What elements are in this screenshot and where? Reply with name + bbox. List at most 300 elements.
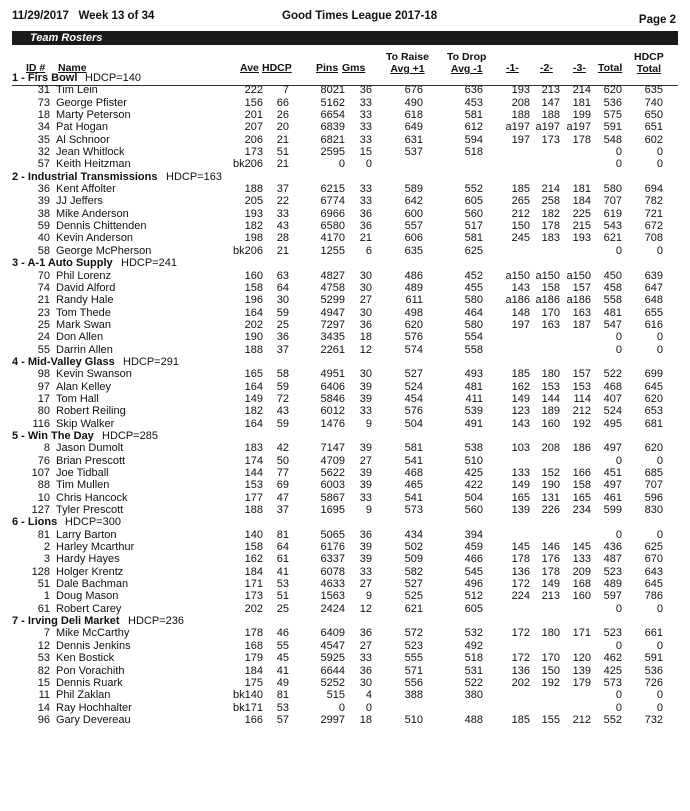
cell-to-raise: 618 [404,109,423,122]
cell-game3: 163 [572,306,591,319]
col-game1: -1- [506,62,519,74]
cell-total: 407 [603,392,622,405]
cell-ave: 207 [244,121,263,134]
cell-hdcp-total: 0 [656,331,663,344]
cell-game2: 160 [541,417,560,430]
cell-game3: 165 [572,491,591,504]
cell-game2: 149 [541,578,560,591]
cell-hdcp: 28 [276,232,289,245]
cell-gms: 39 [359,479,372,492]
cell-to-raise: 600 [404,207,423,220]
cell-game1: 197 [511,318,530,331]
cell-game3: 179 [572,676,591,689]
cell-gms: 36 [359,220,372,233]
cell-game1: 172 [511,578,530,591]
cell-game1: 143 [511,417,530,430]
cell-game3: 171 [572,627,591,640]
cell-game2: 180 [541,627,560,640]
cell-game1: 162 [511,380,530,393]
cell-ave: 196 [244,294,263,307]
cell-to-raise: 465 [404,479,423,492]
cell-game3: 186 [572,442,591,455]
cell-game3: 181 [572,96,591,109]
cell-gms: 39 [359,380,372,393]
cell-game3: 199 [572,109,591,122]
table-row [12,677,678,689]
cell-hdcp-total: 648 [644,294,663,307]
cell-total: 450 [603,269,622,282]
cell-game1: a150 [505,269,530,282]
cell-hdcp: 72 [276,392,289,405]
cell-game1: 185 [511,368,530,381]
cell-ave: 175 [244,676,263,689]
cell-to-raise: 574 [404,343,423,356]
cell-hdcp: 81 [276,528,289,541]
cell-to-raise: 676 [404,84,423,97]
cell-hdcp-total: 616 [644,318,663,331]
cell-to-raise: 606 [404,232,423,245]
cell-game1: 149 [511,392,530,405]
cell-name: George Pfister [56,96,127,109]
cell-total: 462 [603,652,622,665]
cell-pins: 4827 [320,269,345,282]
col-game3: -3- [573,62,586,74]
cell-game2: 192 [541,676,560,689]
cell-game3: 192 [572,417,591,430]
cell-pins: 5162 [320,96,345,109]
cell-game3: 168 [572,578,591,591]
cell-game2: 226 [541,504,560,517]
cell-name: Phil Zaklan [56,689,111,702]
cell-hdcp-total: 782 [644,195,663,208]
cell-name: JJ Jeffers [56,195,103,208]
cell-gms: 9 [365,504,372,517]
cell-total: 0 [615,331,622,344]
cell-to-drop: 518 [464,652,483,665]
cell-id: 18 [37,109,50,122]
cell-ave: 164 [244,380,263,393]
cell-hdcp-total: 732 [644,713,663,726]
cell-game3: 139 [572,664,591,677]
cell-to-drop: 517 [464,220,483,233]
cell-gms: 18 [359,713,372,726]
cell-hdcp: 36 [276,331,289,344]
cell-to-raise: 631 [404,133,423,146]
cell-gms: 6 [365,244,372,257]
cell-ave: 158 [244,541,263,554]
cell-hdcp: 20 [276,121,289,134]
cell-to-drop: 560 [464,504,483,517]
cell-total: 0 [615,528,622,541]
cell-total: 552 [603,713,622,726]
cell-name: Brian Prescott [56,454,126,467]
cell-ave: 166 [244,713,263,726]
table-row [12,665,678,677]
cell-hdcp: 25 [276,602,289,615]
cell-to-drop: 452 [464,269,483,282]
cell-to-drop: 605 [464,602,483,615]
cell-hdcp-total: 721 [644,207,663,220]
cell-game2: 158 [541,281,560,294]
team-hdcp: HDCP=140 [85,72,141,84]
roster-table [12,72,678,726]
cell-gms: 36 [359,528,372,541]
team-name: 3 - A-1 Auto Supply [12,257,113,270]
cell-ave: 165 [244,368,263,381]
cell-to-drop: 504 [464,491,483,504]
cell-game1: 165 [511,491,530,504]
team-hdcp: HDCP=291 [123,355,179,368]
cell-gms: 33 [359,565,372,578]
cell-hdcp-total: 653 [644,405,663,418]
cell-to-raise: 525 [404,590,423,603]
table-row [12,603,678,615]
table-row [12,97,678,109]
table-row [12,331,678,343]
cell-game2: 170 [541,306,560,319]
cell-hdcp: 42 [276,442,289,455]
cell-name: Mark Swan [56,318,112,331]
cell-game3: a150 [566,269,591,282]
cell-to-raise: 489 [404,281,423,294]
cell-pins: 4633 [320,578,345,591]
cell-game2: 155 [541,713,560,726]
cell-hdcp: 25 [276,318,289,331]
section-banner: Team Rosters [12,31,678,45]
cell-to-raise: 541 [404,491,423,504]
cell-hdcp-total: 661 [644,627,663,640]
cell-hdcp-total: 643 [644,565,663,578]
cell-ave: 174 [244,454,263,467]
cell-total: 619 [603,207,622,220]
cell-ave: 188 [244,183,263,196]
table-row [12,319,678,331]
cell-id: 74 [37,281,50,294]
cell-pins: 5065 [320,528,345,541]
cell-gms: 33 [359,109,372,122]
cell-total: 523 [603,627,622,640]
cell-id: 21 [37,294,50,307]
cell-pins: 7147 [320,442,345,455]
cell-gms: 18 [359,331,372,344]
cell-game3: a197 [566,121,591,134]
cell-to-drop: 512 [464,590,483,603]
cell-pins: 6012 [320,405,345,418]
cell-gms: 27 [359,454,372,467]
cell-to-drop: 455 [464,281,483,294]
cell-pins: 4709 [320,454,345,467]
cell-ave: 201 [244,109,263,122]
cell-hdcp: 37 [276,504,289,517]
cell-id: 80 [37,405,50,418]
col-hdcp: HDCP [262,62,292,74]
cell-id: 31 [37,84,50,97]
cell-hdcp-total: 726 [644,676,663,689]
cell-total: 461 [603,491,622,504]
table-row [12,195,678,207]
cell-id: 40 [37,232,50,245]
cell-total: 620 [603,84,622,97]
cell-hdcp: 7 [282,84,289,97]
cell-pins: 6078 [320,565,345,578]
cell-id: 96 [37,713,50,726]
cell-game2: 189 [541,405,560,418]
cell-to-drop: 580 [464,294,483,307]
cell-game2: a197 [535,121,560,134]
col-to-raise-line2: Avg +1 [390,63,425,75]
cell-to-raise: 620 [404,318,423,331]
cell-gms: 12 [359,602,372,615]
cell-game1: 172 [511,652,530,665]
cell-gms: 33 [359,405,372,418]
cell-game2: 131 [541,491,560,504]
cell-to-drop: 380 [464,689,483,702]
table-row [12,418,678,430]
cell-hdcp: 47 [276,491,289,504]
cell-hdcp-total: 602 [644,133,663,146]
cell-ave: 190 [244,331,263,344]
cell-name: Harley Mcarthur [56,541,135,554]
cell-game1: 185 [511,713,530,726]
cell-game2: 146 [541,541,560,554]
cell-name: Dennis Jenkins [56,639,131,652]
cell-pins: 4951 [320,368,345,381]
cell-pins: 1563 [320,590,345,603]
team-name: 4 - Mid-Valley Glass [12,355,115,368]
cell-hdcp: 59 [276,306,289,319]
cell-hdcp-total: 0 [656,244,663,257]
col-to-raise-line1: To Raise [386,51,429,63]
cell-gms: 9 [365,590,372,603]
cell-hdcp: 37 [276,343,289,356]
cell-hdcp-total: 591 [644,652,663,665]
cell-pins: 6654 [320,109,345,122]
cell-to-raise: 573 [404,504,423,517]
cell-name: Tom Hall [56,392,99,405]
table-row [12,627,678,639]
cell-gms: 0 [365,701,372,714]
table-row [12,393,678,405]
cell-ave: 205 [244,195,263,208]
cell-ave: 202 [244,602,263,615]
cell-ave: 188 [244,504,263,517]
cell-total: 468 [603,380,622,393]
cell-id: 39 [37,195,50,208]
cell-game2: 147 [541,96,560,109]
cell-ave: 179 [244,652,263,665]
cell-to-raise: 527 [404,368,423,381]
cell-game2: 213 [541,84,560,97]
cell-name: Alan Kelley [56,380,112,393]
cell-pins: 6406 [320,380,345,393]
cell-hdcp-total: 786 [644,590,663,603]
cell-game3: 153 [572,380,591,393]
cell-hdcp-total: 645 [644,578,663,591]
cell-hdcp-total: 670 [644,553,663,566]
cell-hdcp: 21 [276,244,289,257]
cell-id: 10 [37,491,50,504]
team-name: 6 - Lions [12,516,58,529]
cell-to-drop: 492 [464,639,483,652]
cell-to-drop: 464 [464,306,483,319]
cell-hdcp-total: 647 [644,281,663,294]
col-hdcp-total-line1: HDCP [634,51,664,63]
cell-game2: 152 [541,467,560,479]
cell-hdcp-total: 830 [644,504,663,517]
cell-to-raise: 571 [404,664,423,677]
cell-ave: 173 [244,590,263,603]
cell-gms: 39 [359,553,372,566]
cell-gms: 30 [359,269,372,282]
cell-pins: 6409 [320,627,345,640]
cell-total: 495 [603,417,622,430]
table-row [12,245,678,257]
cell-to-raise: 434 [404,528,423,541]
cell-gms: 33 [359,195,372,208]
cell-ave: 182 [244,405,263,418]
table-row [12,529,678,541]
cell-to-raise: 527 [404,578,423,591]
cell-to-drop: 411 [465,392,483,405]
cell-to-raise: 582 [404,565,423,578]
cell-total: 458 [603,281,622,294]
team-name: 7 - Irving Deli Market [12,615,120,628]
cell-game3: 145 [572,541,591,554]
cell-ave: 164 [244,306,263,319]
cell-to-drop: 491 [464,417,483,430]
team-hdcp: HDCP=163 [166,170,222,183]
cell-total: 0 [615,343,622,356]
cell-game3: 181 [572,183,591,196]
cell-to-drop: 552 [464,183,483,196]
cell-total: 0 [615,701,622,714]
cell-pins: 4547 [320,639,345,652]
cell-to-drop: 453 [464,96,483,109]
cell-game1: 133 [511,467,530,479]
cell-total: 558 [603,294,622,307]
cell-gms: 36 [359,84,372,97]
cell-to-drop: 422 [464,479,483,492]
cell-id: 36 [37,183,50,196]
cell-gms: 39 [359,541,372,554]
cell-name: Doug Mason [56,590,119,603]
cell-gms: 33 [359,491,372,504]
cell-hdcp: 46 [276,627,289,640]
cell-total: 621 [603,232,622,245]
cell-id: 88 [37,479,50,492]
cell-gms: 33 [359,133,372,146]
col-gms: Gms [342,62,366,74]
cell-to-raise: 576 [404,331,423,344]
cell-pins: 6644 [320,664,345,677]
cell-hdcp: 81 [276,689,289,702]
cell-game1: 202 [511,676,530,689]
cell-id: 32 [37,146,50,159]
team-name: 5 - Win The Day [12,429,94,442]
cell-to-raise: 524 [404,380,423,393]
cell-to-raise: 537 [404,146,423,159]
cell-total: 0 [615,244,622,257]
cell-gms: 27 [359,578,372,591]
cell-id: 97 [37,380,50,393]
cell-name: Randy Hale [56,294,114,307]
team-header [12,72,678,84]
cell-pins: 515 [326,689,345,702]
cell-id: 24 [37,331,50,344]
cell-ave: 173 [244,146,263,159]
cell-game3: 212 [572,405,591,418]
cell-ave: 156 [244,96,263,109]
cell-game3: 193 [572,232,591,245]
cell-gms: 36 [359,318,372,331]
table-row [12,541,678,553]
cell-hdcp: 64 [276,541,289,554]
cell-hdcp: 59 [276,417,289,430]
cell-game2: 188 [541,109,560,122]
cell-hdcp: 53 [276,578,289,591]
cell-pins: 6774 [320,195,345,208]
cell-name: Don Allen [56,331,104,344]
cell-hdcp: 55 [276,639,289,652]
cell-to-drop: 493 [464,368,483,381]
table-row [12,566,678,578]
cell-name: Darrin Allen [56,343,113,356]
cell-id: 58 [37,244,50,257]
cell-total: 497 [603,479,622,492]
cell-to-drop: 545 [464,565,483,578]
cell-total: 573 [603,676,622,689]
cell-to-drop: 554 [464,331,483,344]
cell-ave: 178 [244,627,263,640]
table-row [12,553,678,565]
cell-to-drop: 496 [464,578,483,591]
cell-name: Ken Bostick [56,652,115,665]
team-name: 2 - Industrial Transmissions [12,170,158,183]
cell-to-raise: 649 [404,121,423,134]
cell-to-raise: 468 [404,467,423,479]
cell-name: Al Schnoor [56,133,110,146]
cell-game3: 133 [572,553,591,566]
cell-hdcp: 51 [276,146,289,159]
cell-game1: 193 [511,84,530,97]
cell-id: 98 [37,368,50,381]
cell-hdcp: 77 [276,467,289,479]
cell-game1: 148 [511,306,530,319]
cell-pins: 6966 [320,207,345,220]
cell-to-drop: 539 [464,405,483,418]
cell-pins: 4758 [320,281,345,294]
cell-game1: a186 [505,294,530,307]
cell-total: 497 [603,442,622,455]
cell-game2: a186 [535,294,560,307]
cell-to-raise: 502 [404,541,423,554]
cell-pins: 1255 [320,244,345,257]
cell-to-raise: 504 [404,417,423,430]
cell-id: 15 [37,676,50,689]
cell-hdcp-total: 645 [644,380,663,393]
cell-name: Dennis Chittenden [56,220,147,233]
table-row [12,702,678,714]
cell-game2: 213 [541,590,560,603]
cell-id: 53 [37,652,50,665]
cell-pins: 6176 [320,541,345,554]
cell-to-raise: 454 [404,392,423,405]
cell-name: Holger Krentz [56,565,124,578]
cell-pins: 4947 [320,306,345,319]
cell-id: 127 [31,504,50,517]
cell-game1: 103 [511,442,530,455]
cell-hdcp: 51 [276,590,289,603]
